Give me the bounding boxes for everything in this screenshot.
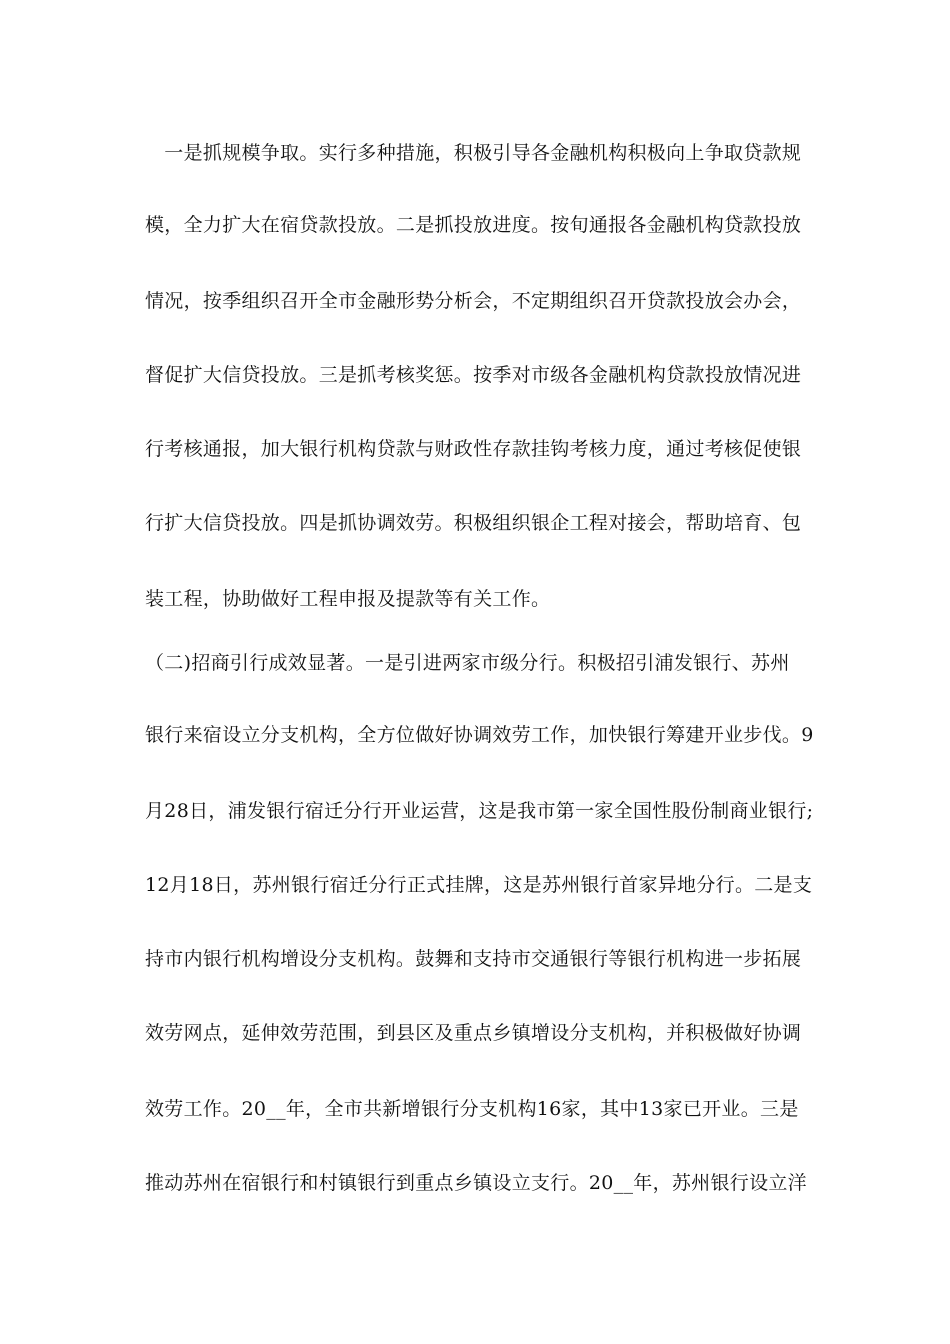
text-line: 12月18日，苏州银行宿迁分行正式挂牌，这是苏州银行首家异地分行。二是支 [145, 874, 813, 896]
text-line: 督促扩大信贷投放。三是抓考核奖惩。按季对市级各金融机构贷款投放情况进 [145, 364, 802, 386]
text-line: （二)招商引行成效显著。一是引进两家市级分行。积极招引浦发银行、苏州 [145, 652, 790, 674]
text-line: 效劳工作。20__年，全市共新增银行分支机构16家，其中13家已开业。三是 [145, 1098, 799, 1120]
text-line: 持市内银行机构增设分支机构。鼓舞和支持市交通银行等银行机构进一步拓展 [145, 948, 802, 970]
text-line: 月28日，浦发银行宿迁分行开业运营，这是我市第一家全国性股份制商业银行; [145, 800, 814, 822]
text-line: 模，全力扩大在宿贷款投放。二是抓投放进度。按旬通报各金融机构贷款投放 [145, 214, 802, 236]
text-line: 行考核通报，加大银行机构贷款与财政性存款挂钩考核力度，通过考核促使银 [145, 438, 802, 460]
text-line: 推动苏州在宿银行和村镇银行到重点乡镇设立支行。20__年，苏州银行设立洋 [145, 1172, 807, 1194]
text-line: 行扩大信贷投放。四是抓协调效劳。积极组织银企工程对接会，帮助培育、包 [145, 512, 802, 534]
text-line: 情况，按季组织召开全市金融形势分析会，不定期组织召开贷款投放会办会， [145, 290, 802, 312]
text-line: 装工程，协助做好工程申报及提款等有关工作。 [145, 588, 551, 610]
text-line: 银行来宿设立分支机构，全方位做好协调效劳工作，加快银行筹建开业步伐。9 [145, 724, 814, 746]
text-line: 效劳网点，延伸效劳范围，到县区及重点乡镇增设分支机构，并积极做好协调 [145, 1022, 802, 1044]
text-line: 一是抓规模争取。实行多种措施，积极引导各金融机构积极向上争取贷款规 [145, 142, 802, 164]
